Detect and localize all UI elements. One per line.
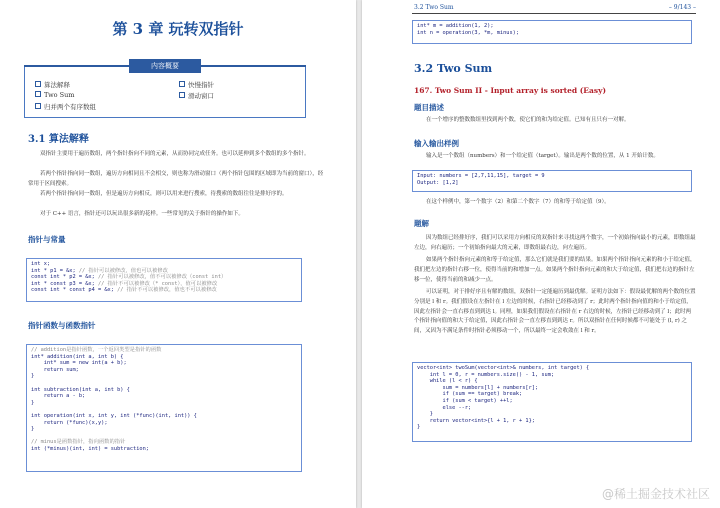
code-comment: // 指针可以被修改，值也可以被修改 bbox=[78, 267, 168, 274]
code-line: int operation(int x, int y, int (*func)(int, int)) { bbox=[31, 412, 197, 419]
code-comment: // 指针不可以被修改（* const），值可以被修改 bbox=[97, 280, 218, 287]
subsection-title: 题目描述 bbox=[414, 103, 444, 112]
code-comment: // 指针可以被修改，值不可以被修改（const int） bbox=[97, 274, 227, 281]
subsection-title: 指针函数与函数指针 bbox=[28, 321, 96, 330]
problem-title: 167. Two Sum II - Input array is sorted (Easy) bbox=[414, 86, 607, 95]
checkbox-icon bbox=[179, 81, 185, 87]
section-title: 3.2 Two Sum bbox=[414, 62, 493, 75]
checkbox-icon bbox=[35, 81, 41, 87]
code-block-continued bbox=[412, 20, 692, 44]
code-line: Input: numbers = [2,7,11,15], target = 9 bbox=[417, 173, 545, 179]
summary-item: 归并两个有序数组 bbox=[35, 102, 96, 111]
summary-tag: 内容概要 bbox=[129, 59, 201, 73]
watermark: @稀土掘金技术社区 bbox=[601, 487, 710, 501]
paragraph: 对于 C++ 语言，指针还可以玩出很多新的花样。一些常见的关于指针的操作如下。 bbox=[40, 211, 244, 217]
paragraph: 如果两个指针指向元素的和等于给定值，那么它们就是我们要的结果。如果两个指针指向元素的和小于给定值，我们把左边的指针右移一位，使得当前的和增加一点。如果两个指针指向元素的和大于给定值，我们把右边的指针左移一位，使得当前的和减少一点。 bbox=[414, 257, 696, 283]
code-block-pointer-const bbox=[26, 258, 302, 302]
paragraph: 若两个指针指向同一数组，但是遍历方向相反，则可以用来进行搜索，待搜索的数组往往是排好序的。 bbox=[40, 191, 288, 197]
code-line: int (*minus)(int, int) = subtraction; bbox=[31, 445, 149, 452]
subsection-title: 指针与常量 bbox=[28, 235, 66, 244]
paragraph: 因为数组已经排好序，我们可以采用方向相反的双指针来寻找这两个数字，一个初始指向最小的元素，即数组最左边，向右遍历；一个初始指向最大的元素，即数组最右边，向左遍历。 bbox=[414, 235, 696, 251]
code-line: return sum; bbox=[31, 366, 79, 373]
paragraph: 可以证明，对于排好序且有解的数组，双指针一定能遍历到最优解。证明方法如下：假设最优解的两个数的位置分别是 l 和 r。我们假设在左指针在 l 左边的时候，右指针已经移动到了 r；此时两个指针指向值的和小于给定值，因此左指针会一直右移直到到达 l。同理，如果我们假设在右指针在 r 右边的时候，左指针已经移动到了 l；此时两个指针指向值的和大于给定值，因此右指针会一直左移直到到达 r。所以双指针在任何时候都不可能处于 (l, r) 之间，又因为不满足条件时指针必须移动一个，所以最终一定会收敛在 l 和 r。 bbox=[414, 289, 696, 335]
code-line: int* addition(int a, int b) { bbox=[31, 353, 124, 360]
checkbox-icon bbox=[35, 103, 41, 109]
paragraph: 双指针主要用于遍历数组，两个指针指向不同的元素，从而协同完成任务。也可以延伸到多个数组的多个指针。 bbox=[40, 151, 310, 157]
code-block-function-pointer bbox=[26, 344, 302, 472]
content-summary-box bbox=[24, 62, 306, 118]
paragraph: 若两个指针指向同一数组，遍历方向相同且不会相交，则也称为滑动窗口（两个指针包围的区域即为当前的窗口），经常用于区间搜索。 bbox=[28, 171, 324, 187]
code-line: const int * p2 = &x; // 指针可以被修改，值不可以被修改（const int） bbox=[31, 274, 227, 281]
code-line: vector<int> twoSum(vector<int>& numbers, int target) { bbox=[417, 365, 590, 371]
code-line: while (l < r) { bbox=[417, 378, 478, 385]
code-line: int * p1 = &x; // 指针可以被修改，值也可以被修改 bbox=[31, 267, 168, 274]
summary-item: Two Sum bbox=[35, 91, 74, 99]
code-line: if (sum < target) ++l; bbox=[417, 397, 513, 404]
code-block-sample-io bbox=[412, 170, 692, 192]
code-line: int l = 0, r = numbers.size() - 1, sum; bbox=[417, 371, 555, 378]
subsection-title: 题解 bbox=[414, 219, 429, 228]
code-line: return vector<int>{l + 1, r + 1}; bbox=[417, 417, 535, 424]
code-line bbox=[31, 439, 297, 446]
checkbox-icon bbox=[35, 91, 41, 97]
code-line: const int * const p4 = &x; // 指针不可以被修改，值也不可以被修改 bbox=[31, 287, 217, 294]
code-line: Output: [1,2] bbox=[417, 179, 459, 186]
summary-item: 快慢指针 bbox=[179, 80, 214, 89]
summary-item: 滑动窗口 bbox=[179, 91, 214, 100]
left-page bbox=[0, 0, 356, 508]
section-title: 3.1 算法解释 bbox=[28, 134, 89, 145]
code-comment: // addition是指针函数，一个返回类型是指针的函数 bbox=[31, 347, 162, 353]
code-line: int* m = addition(1, 2); bbox=[417, 23, 494, 29]
code-line bbox=[31, 406, 297, 413]
code-comment: // 指针不可以被修改，值也不可以被修改 bbox=[117, 287, 217, 294]
running-head-section: 3.2 Two Sum bbox=[414, 4, 454, 11]
code-line: int x; bbox=[31, 261, 51, 267]
code-line: } bbox=[31, 373, 35, 380]
code-line: } bbox=[417, 424, 421, 431]
code-line bbox=[31, 347, 297, 354]
code-line: } bbox=[417, 411, 433, 418]
code-line: sum = numbers[l] + numbers[r]; bbox=[417, 384, 539, 391]
code-line bbox=[31, 380, 297, 387]
code-line: int* sum = new int(a + b); bbox=[31, 360, 127, 367]
chapter-title: 第 3 章 玩转双指针 bbox=[112, 20, 244, 38]
paragraph: 在这个样例中，第一个数字（2）和第二个数字（7）的和等于给定值（9）。 bbox=[426, 199, 610, 205]
paragraph: 在一个增序的整数数组里找到两个数，使它们的和为给定值。已知有且只有一对解。 bbox=[426, 117, 630, 123]
checkbox-icon bbox=[179, 92, 185, 98]
code-line: return (*func)(x,y); bbox=[31, 419, 108, 426]
code-block-solution bbox=[412, 362, 692, 442]
summary-item: 算法解释 bbox=[35, 80, 70, 89]
code-line: int n = operation(3, *m, minus); bbox=[417, 29, 520, 36]
code-line: else --r; bbox=[417, 404, 472, 411]
subsection-title: 输入输出样例 bbox=[414, 139, 459, 148]
right-page bbox=[362, 0, 720, 508]
code-line: return a - b; bbox=[31, 393, 86, 400]
code-line: int subtraction(int a, int b) { bbox=[31, 386, 130, 393]
code-comment: // minus是函数指针，指向函数的指针 bbox=[31, 439, 126, 446]
code-line: if (sum == target) break; bbox=[417, 391, 523, 398]
code-line: int * const p3 = &x; // 指针不可以被修改（* const），值可以被修改 bbox=[31, 280, 218, 287]
code-line: } bbox=[31, 399, 35, 406]
code-line: } bbox=[31, 426, 35, 433]
running-head-page-number: – 9/143 – bbox=[668, 4, 696, 11]
paragraph: 输入是一个数组（numbers）和一个给定值（target）。输出是两个数的位置，从 1 开始计数。 bbox=[426, 153, 659, 159]
header-rule bbox=[412, 13, 696, 14]
